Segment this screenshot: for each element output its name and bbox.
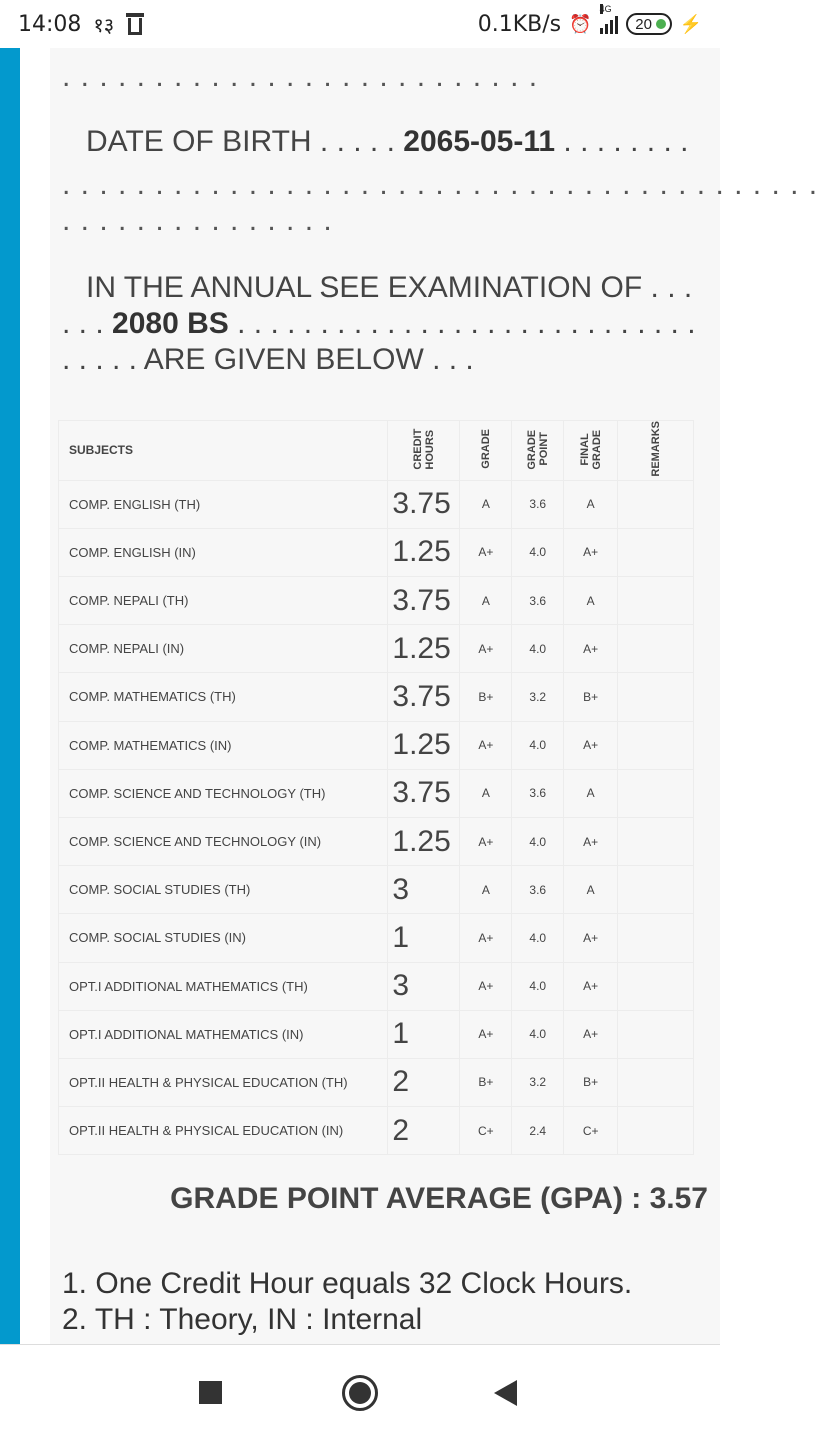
subject-cell: OPT.II HEALTH & PHYSICAL EDUCATION (TH) <box>59 1058 388 1106</box>
remarks-cell <box>618 480 694 528</box>
back-triangle-icon[interactable] <box>494 1380 517 1406</box>
note-item: 2. TH : Theory, IN : Internal <box>62 1303 423 1336</box>
table-row <box>59 480 694 528</box>
dob-line <box>62 124 702 160</box>
credit-hours-cell: 1.25 <box>388 528 460 576</box>
grade-cell: B+ <box>460 1058 512 1106</box>
gpa-summary: GRADE POINT AVERAGE (GPA) : 3.57 <box>170 1182 708 1215</box>
grade-point-cell: 3.6 <box>512 769 564 817</box>
remarks-cell <box>618 625 694 673</box>
subject-cell: COMP. NEPALI (IN) <box>59 625 388 673</box>
remarks-cell <box>618 1107 694 1155</box>
table-row <box>59 1107 694 1155</box>
credit-hours-cell: 3.75 <box>388 577 460 625</box>
subject-cell: COMP. NEPALI (TH) <box>59 577 388 625</box>
grade-point-cell: 4.0 <box>512 625 564 673</box>
network-speed: 0.1KB/s <box>477 11 562 37</box>
header-final-grade: FINAL GRADE <box>564 421 618 481</box>
grade-cell: A+ <box>460 817 512 865</box>
credit-hours-cell: 3 <box>388 866 460 914</box>
remarks-cell <box>618 673 694 721</box>
home-circle-icon[interactable] <box>342 1375 378 1411</box>
trash-icon <box>126 13 144 35</box>
credit-hours-cell: 2 <box>388 1107 460 1155</box>
grade-cell: A <box>460 480 512 528</box>
exam-trail: . . . . . . . . . . . . . . . . . . . . . . . . . . . . <box>237 307 696 340</box>
table-row <box>59 1058 694 1106</box>
credit-hours-cell: 3.75 <box>388 480 460 528</box>
credit-hours-cell: 3 <box>388 962 460 1010</box>
dob-value: 2065-05-11 <box>403 125 556 158</box>
table-row <box>59 721 694 769</box>
exam-label: IN THE ANNUAL SEE EXAMINATION OF . . . <box>86 271 693 304</box>
grade-point-cell: 4.0 <box>512 817 564 865</box>
grade-point-cell: 2.4 <box>512 1107 564 1155</box>
status-bar <box>0 0 720 48</box>
signal-icon <box>599 4 618 34</box>
final-grade-cell: A+ <box>564 1010 618 1058</box>
subject-cell: OPT.II HEALTH & PHYSICAL EDUCATION (IN) <box>59 1107 388 1155</box>
remarks-cell <box>618 528 694 576</box>
credit-hours-cell: 2 <box>388 1058 460 1106</box>
table-row <box>59 769 694 817</box>
remarks-cell <box>618 577 694 625</box>
subject-cell: COMP. SOCIAL STUDIES (TH) <box>59 866 388 914</box>
grade-cell: A+ <box>460 914 512 962</box>
final-grade-cell: A <box>564 577 618 625</box>
final-grade-cell: A+ <box>564 817 618 865</box>
grade-point-cell: 3.2 <box>512 1058 564 1106</box>
grade-point-cell: 4.0 <box>512 914 564 962</box>
bolt-icon: ⚡ <box>679 13 702 34</box>
notes-list <box>62 1266 632 1338</box>
grade-cell: A+ <box>460 528 512 576</box>
subject-cell: OPT.I ADDITIONAL MATHEMATICS (IN) <box>59 1010 388 1058</box>
remarks-cell <box>618 866 694 914</box>
table-row <box>59 528 694 576</box>
grade-point-cell: 3.6 <box>512 577 564 625</box>
header-grade: GRADE <box>460 421 512 481</box>
grade-point-cell: 4.0 <box>512 962 564 1010</box>
credit-hours-cell: 1.25 <box>388 721 460 769</box>
alarm-icon: ⏰ <box>569 13 592 34</box>
battery-icon <box>626 13 672 35</box>
final-grade-cell: A <box>564 480 618 528</box>
table-row <box>59 866 694 914</box>
grade-cell: C+ <box>460 1107 512 1155</box>
table-row <box>59 1010 694 1058</box>
header-grade-point: GRADE POINT <box>512 421 564 481</box>
grade-point-cell: 4.0 <box>512 1010 564 1058</box>
grade-point-cell: 3.6 <box>512 866 564 914</box>
grade-cell: A+ <box>460 1010 512 1058</box>
grade-cell: A+ <box>460 962 512 1010</box>
final-grade-cell: A+ <box>564 625 618 673</box>
credit-hours-cell: 1.25 <box>388 817 460 865</box>
remarks-cell <box>618 1058 694 1106</box>
final-grade-cell: A+ <box>564 962 618 1010</box>
navigation-bar <box>0 1344 720 1440</box>
remarks-cell <box>618 721 694 769</box>
subject-cell: COMP. ENGLISH (IN) <box>59 528 388 576</box>
final-grade-cell: B+ <box>564 1058 618 1106</box>
status-time: 14:08 <box>18 11 82 37</box>
table-row <box>59 914 694 962</box>
grade-cell: A <box>460 577 512 625</box>
grade-cell: A <box>460 769 512 817</box>
grade-point-cell: 3.2 <box>512 673 564 721</box>
grade-cell: A+ <box>460 625 512 673</box>
result-card <box>50 48 818 1344</box>
subject-cell: OPT.I ADDITIONAL MATHEMATICS (TH) <box>59 962 388 1010</box>
remarks-cell <box>618 1010 694 1058</box>
recents-square-icon[interactable] <box>199 1381 222 1404</box>
credit-hours-cell: 3.75 <box>388 769 460 817</box>
grade-cell: A <box>460 866 512 914</box>
grade-point-cell: 4.0 <box>512 528 564 576</box>
exam-line <box>62 306 702 342</box>
exam-lead: . . . <box>62 307 104 340</box>
status-notification-number: १३ <box>93 14 115 37</box>
credit-hours-cell: 3.75 <box>388 673 460 721</box>
remarks-cell <box>618 769 694 817</box>
subject-cell: COMP. MATHEMATICS (TH) <box>59 673 388 721</box>
dots-line-2: . . . . . . . . . . . . . . . . . . . . . . . . . . . . . . . . . . . . . . . . . <box>62 168 818 201</box>
webview[interactable] <box>20 48 818 1344</box>
remarks-cell <box>618 914 694 962</box>
credit-hours-cell: 1.25 <box>388 625 460 673</box>
subject-cell: COMP. SOCIAL STUDIES (IN) <box>59 914 388 962</box>
credit-hours-cell: 1 <box>388 1010 460 1058</box>
dob-trail: . . . . . . . . <box>563 125 689 158</box>
dots-top: . . . . . . . . . . . . . . . . . . . . . . . . . . <box>62 60 539 93</box>
table-row <box>59 577 694 625</box>
header-credit-hours: CREDIT HOURS <box>388 421 460 481</box>
subject-cell: COMP. ENGLISH (TH) <box>59 480 388 528</box>
exam-value: 2080 BS <box>112 307 229 340</box>
final-grade-cell: A <box>564 769 618 817</box>
final-grade-cell: A+ <box>564 528 618 576</box>
final-grade-cell: B+ <box>564 673 618 721</box>
final-grade-cell: A <box>564 866 618 914</box>
credit-hours-cell: 1 <box>388 914 460 962</box>
table-row <box>59 817 694 865</box>
table-row <box>59 673 694 721</box>
header-subjects: SUBJECTS <box>59 421 388 481</box>
final-grade-cell: A+ <box>564 914 618 962</box>
remarks-cell <box>618 817 694 865</box>
grade-cell: B+ <box>460 673 512 721</box>
given-below: . . . . . ARE GIVEN BELOW . . . <box>62 343 474 376</box>
network-type: 4G <box>599 4 612 14</box>
final-grade-cell: A+ <box>564 721 618 769</box>
dob-label: DATE OF BIRTH . . . . . <box>86 125 395 158</box>
status-right-group <box>477 4 702 37</box>
final-grade-cell: C+ <box>564 1107 618 1155</box>
subject-cell: COMP. MATHEMATICS (IN) <box>59 721 388 769</box>
table-header-row <box>59 421 694 481</box>
remarks-cell <box>618 962 694 1010</box>
accent-strip <box>0 48 20 1344</box>
marks-table <box>58 420 694 1155</box>
table-row <box>59 962 694 1010</box>
battery-level: 20 <box>635 15 652 33</box>
note-item: 1. One Credit Hour equals 32 Clock Hours. <box>62 1267 633 1300</box>
dots-line-3: . . . . . . . . . . . . . . . <box>62 204 333 237</box>
subject-cell: COMP. SCIENCE AND TECHNOLOGY (IN) <box>59 817 388 865</box>
grade-cell: A+ <box>460 721 512 769</box>
table-row <box>59 625 694 673</box>
grade-point-cell: 4.0 <box>512 721 564 769</box>
subject-cell: COMP. SCIENCE AND TECHNOLOGY (TH) <box>59 769 388 817</box>
header-remarks: REMARKS <box>618 421 694 481</box>
grade-point-cell: 3.6 <box>512 480 564 528</box>
